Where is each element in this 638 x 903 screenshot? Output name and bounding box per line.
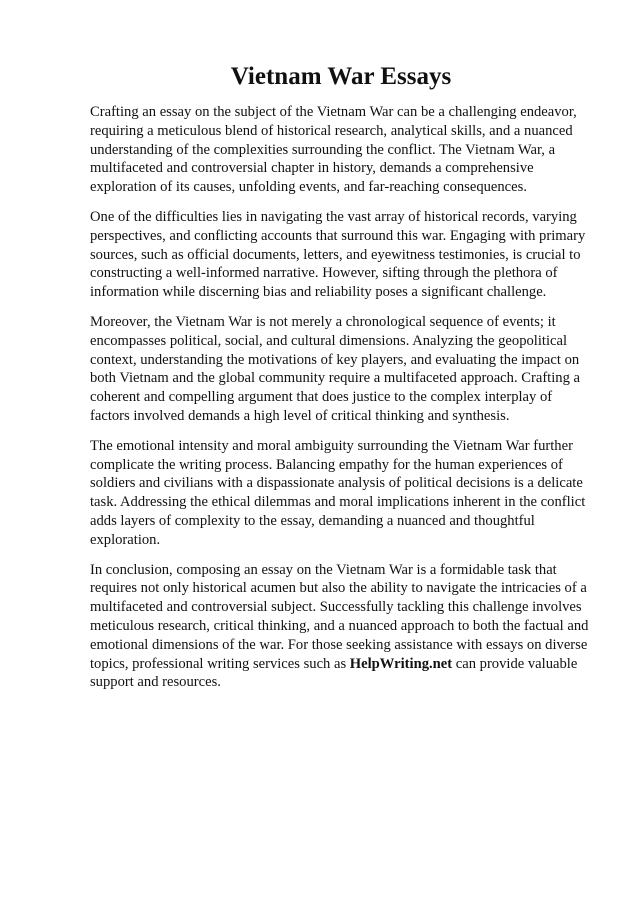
paragraph-dimensions: Moreover, the Vietnam War is not merely a chronological sequence of events; it encompasses political, social, and cultural dimensions. Analyzing the geopolitical context, understanding the motivations of key players, and evaluating the impact on both Vietnam and the global community require a multifaceted approach. Crafting a coherent and compelling argument that does justice to the complex interplay of factors involved demands a high level of critical thinking and synthesis. bbox=[90, 313, 581, 424]
paragraph-conclusion bbox=[90, 561, 594, 693]
brand-name: HelpWriting.net bbox=[349, 655, 453, 672]
page-title: Vietnam War Essays bbox=[230, 63, 452, 90]
paragraph-difficulties: One of the difficulties lies in navigating the vast array of historical records, varying perspectives, and conflicting accounts that surround this war. Engaging with primary sources, such as official documents, letters, and eyewitness testimonies, is crucial to constructing a well-informed narrative. However, sifting through the plethora of information while discerning bias and reliability poses a significant challenge. bbox=[90, 208, 586, 301]
conclusion-text-after: can provide valuable support and resources. bbox=[90, 655, 578, 691]
paragraph-intro: Crafting an essay on the subject of the Vietnam War can be a challenging endeavor, requiring a meticulous blend of historical research, analytical skills, and a nuanced understanding of the complexities surrounding the conflict. The Vietnam War, a multifaceted and controversial chapter in history, demands a comprehensive exploration of its causes, unfolding events, and far-reaching consequences. bbox=[90, 104, 577, 196]
conclusion-text: In conclusion, composing an essay on the Vietnam War is a formidable task that requires not only historical acumen but also the ability to navigate the intricacies of a multifaceted and controversial subject. Successfully tackling this challenge involves meticulous research, critical thinking, and a nuanced approach to both the factual and emotional dimensions of the war. For those seeking assistance with essays on diverse topics, professional writing services such as bbox=[90, 561, 589, 672]
paragraph-emotional: The emotional intensity and moral ambiguity surrounding the Vietnam War further complicate the writing process. Balancing empathy for the human experiences of soldiers and civilians with a dispassionate analysis of political decisions is a delicate task. Addressing the ethical dilemmas and moral implications inherent in the conflict adds layers of complexity to the essay, demanding a nuanced and thoughtful exploration. bbox=[90, 437, 586, 548]
